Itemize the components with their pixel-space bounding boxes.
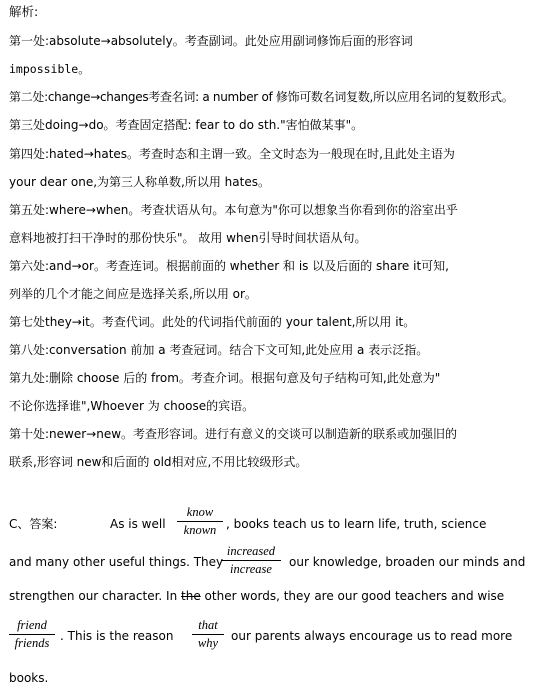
item-10-cont: 联系,形容词 new和后面的 old相对应,不用比较级形式。 [9,455,308,469]
answer-text-5 [9,588,504,604]
answer-text-2: , books teach us to learn life, truth, science [226,517,487,531]
item-5-cont: 意料地被打扫干净时的那份快乐"。 故用 when引导时间状语从句。 [9,231,367,245]
fraction-bar [221,560,281,561]
fraction-bar [192,634,224,635]
item-1: 第一处:absolute→absolutely。考查副词。此处应用副词修饰后面的形容词 [9,34,413,48]
fraction-top: know [186,505,214,519]
fraction-that [192,618,224,651]
answer-text-5b: other words, they are our good teachers and wise [204,589,505,603]
fraction-top: friend [17,618,47,632]
answer-text-8: books. [9,671,49,685]
item-9-cont: 不论你选择谁",Whoever 为 choose的宾语。 [9,399,255,413]
fraction-top: increased [226,544,276,558]
item-1-cont: impossible。 [9,62,90,76]
fraction-bottom: increase [230,562,272,576]
item-3: 第三处doing→do。考查固定搭配: fear to do sth."害怕做某事"。 [9,118,364,132]
fraction-bottom: known [183,523,217,537]
answer-text-1: As is well [110,517,166,531]
answer-text-3: and many other useful things. They [9,555,224,569]
item-6-cont: 列举的几个才能之间应是选择关系,所以用 or。 [9,287,257,301]
answer-label: C、答案: [9,517,58,531]
fraction-friend [9,618,55,651]
answer-text-5a: strengthen our character. In [9,589,178,603]
answer-text-7: our parents always encourage us to read more [231,629,513,643]
item-5: 第五处:where→when。考查状语从句。本句意为"你可以想象当你看到你的浴室出乎 [9,203,458,217]
fraction-bar [9,634,55,635]
fraction-bottom: friends [14,636,50,650]
fraction-bottom: why [197,636,219,650]
item-8: 第八处:conversation 前加 a 考查冠词。结合下文可知,此处应用 a 表示泛指。 [9,343,429,357]
item-9: 第九处:删除 choose 后的 from。考查介词。根据句意及句子结构可知,此处意为" [9,371,441,385]
item-6: 第六处:and→or。考查连词。根据前面的 whether 和 is 以及后面的 share it可知, [9,259,449,273]
answer-text-4: our knowledge, broaden our minds and [289,555,526,569]
fraction-bar [177,521,223,522]
fraction-top: that [198,618,218,632]
fraction-increased [221,544,281,577]
fraction-know [177,505,223,538]
answer-text-6: . This is the reason [60,629,174,643]
analysis-heading: 解析: [9,4,39,19]
item-4: 第四处:hated→hates。考查时态和主谓一致。全文时态为一般现在时,且此处主语为 [9,147,455,161]
item-2: 第二处:change→changes考查名词: a number of 修饰可数名词复数,所以应用名词的复数形式。 [9,90,514,104]
deleted-word: the [181,589,201,603]
item-4-cont: your dear one,为第三人称单数,所以用 hates。 [9,175,270,189]
item-10: 第十处:newer→new。考查形容词。进行有意义的交谈可以制造新的联系或加强旧的 [9,427,458,441]
item-7: 第七处they→it。考查代词。此处的代词指代前面的 your talent,所以用 it。 [9,315,416,329]
